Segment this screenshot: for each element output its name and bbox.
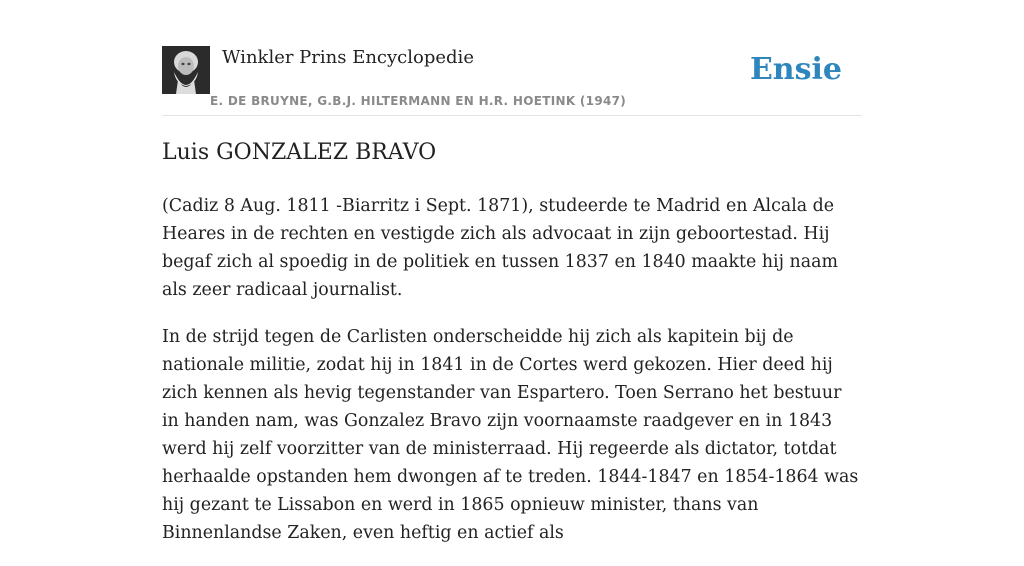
article-paragraph: In de strijd tegen de Carlisten onderscheidde hij zich als kapitein bij de nationale militie, zodat hij in 1841 in de Cortes werd gekozen. Hier deed hij zich kennen als hevig tegenstander van Espartero. Toen Serrano het bestuur in handen nam, was Gonzalez Bravo zijn voornaamste raadgever en in 1843 werd hij zelf voorzitter van de ministerraad. Hij regeerde als dictator, totdat herhaalde opstanden hem dwongen af te treden. 1844-1847 en 1854-1864 was hij gezant te Lissabon en werd in 1865 opnieuw minister, thans van Binnenlandse Zaken, even heftig en actief als: [162, 327, 859, 543]
article-body: [162, 192, 862, 566]
portrait-image: [162, 46, 210, 94]
source-title[interactable]: Winkler Prins Encyclopedie: [222, 47, 474, 68]
article-title: Luis GONZALEZ BRAVO: [162, 140, 437, 165]
source-authors: E. DE BRUYNE, G.B.J. HILTERMANN EN H.R. HOETINK (1947): [210, 94, 627, 108]
source-header: [162, 46, 862, 116]
author-avatar[interactable]: [162, 46, 210, 94]
article-paragraph: (Cadiz 8 Aug. 1811 -Biarritz i Sept. 1871), studeerde te Madrid en Alcala de Heares in de rechten en vestigde zich als advocaat in zijn geboortestad. Hij begaf zich al spoedig in de politiek en tussen 1837 en 1840 maakte hij naam als zeer radicaal journalist.: [162, 196, 838, 300]
brand-logo[interactable]: Ensie: [749, 52, 842, 87]
